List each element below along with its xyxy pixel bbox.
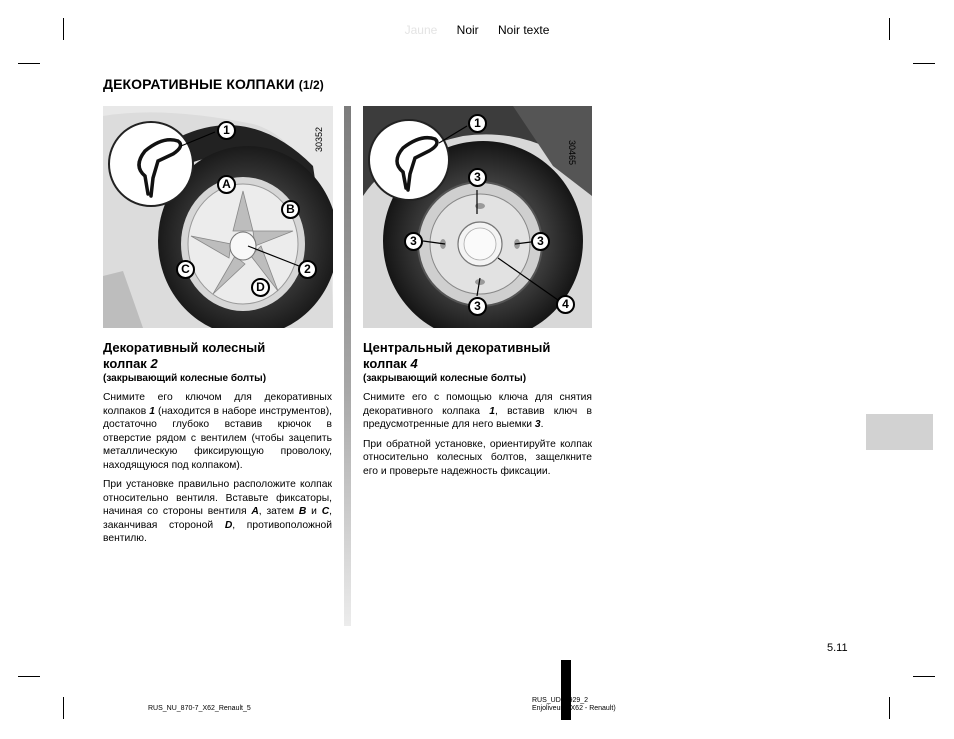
color-label-noir-texte: Noir texte [498,23,550,37]
figure-wheel-trim [103,106,333,328]
figure-code: 30352 [314,126,324,152]
right-column [363,340,592,484]
left-paragraph-2: При установке правильно расположите колпак относительно вентиля. Вставьте фиксаторы, начиная со стороны вентиля A, затем B и C, заканчивая стороной D, противоположной вентилю. [103,479,333,544]
color-label-noir: Noir [456,23,479,37]
print-color-labels [0,23,954,37]
right-heading: Центральный декоративный колпак 4 [363,340,551,371]
left-heading: Декоративный колесный колпак 2 [103,340,266,371]
figure-center-cap [363,106,592,328]
page-title [103,76,324,92]
crop-mark [63,697,64,719]
right-subheading: (закрывающий колесные болты) [363,373,527,384]
callout-3-right: 3 [531,232,550,251]
section-tab [866,414,933,450]
page-number: 5.11 [827,642,848,654]
right-paragraph-1: Снимите его с помощью ключа для снятия декоративного колпака 1, вставив ключ в предусмотренные для него выемки 3. [363,392,592,430]
callout-1: 1 [217,121,236,140]
callout-c: C [176,260,195,279]
footer-doc-id: RUS_NU_870-7_X62_Renault_5 [148,705,251,712]
callout-3-top: 3 [468,168,487,187]
callout-4: 4 [556,295,575,314]
crop-mark [889,697,890,719]
callout-3-bottom: 3 [468,297,487,316]
callout-2: 2 [298,260,317,279]
callout-3-left: 3 [404,232,423,251]
left-column [103,340,332,552]
crop-mark [18,676,40,677]
figure-code: 30465 [567,140,577,166]
callout-a: A [217,175,236,194]
callout-d: D [251,278,270,297]
callout-b: B [281,200,300,219]
page-title-text: ДЕКОРАТИВНЫЕ КОЛПАКИ [103,76,295,92]
crop-mark [913,676,935,677]
footer-section-id [532,697,616,713]
color-label-jaune: Jaune [404,23,438,37]
left-paragraph-1: Снимите его ключом для декоративных колпаков 1 (находится в наборе инструментов), достаточно глубоко вставив крючок в отверстие рядом с вентилем (чтобы зацепить металлическую фиксирующую проволоку, находящуюся под колпаком). [103,392,332,471]
crop-mark [913,63,935,64]
page-title-part: (1/2) [298,78,324,92]
right-paragraph-2: При обратной установке, ориентируйте колпак относительно колесных болтов, защелкните его и проверьте надежность фиксации. [363,438,592,477]
column-divider [344,106,351,626]
footer-section-name: Enjoliveurs (X62 - Renault) [532,705,616,712]
left-subheading: (закрывающий колесные болты) [103,373,267,384]
crop-mark [18,63,40,64]
callout-1: 1 [468,114,487,133]
footer-code: RUS_UD21929_2 [532,697,589,704]
